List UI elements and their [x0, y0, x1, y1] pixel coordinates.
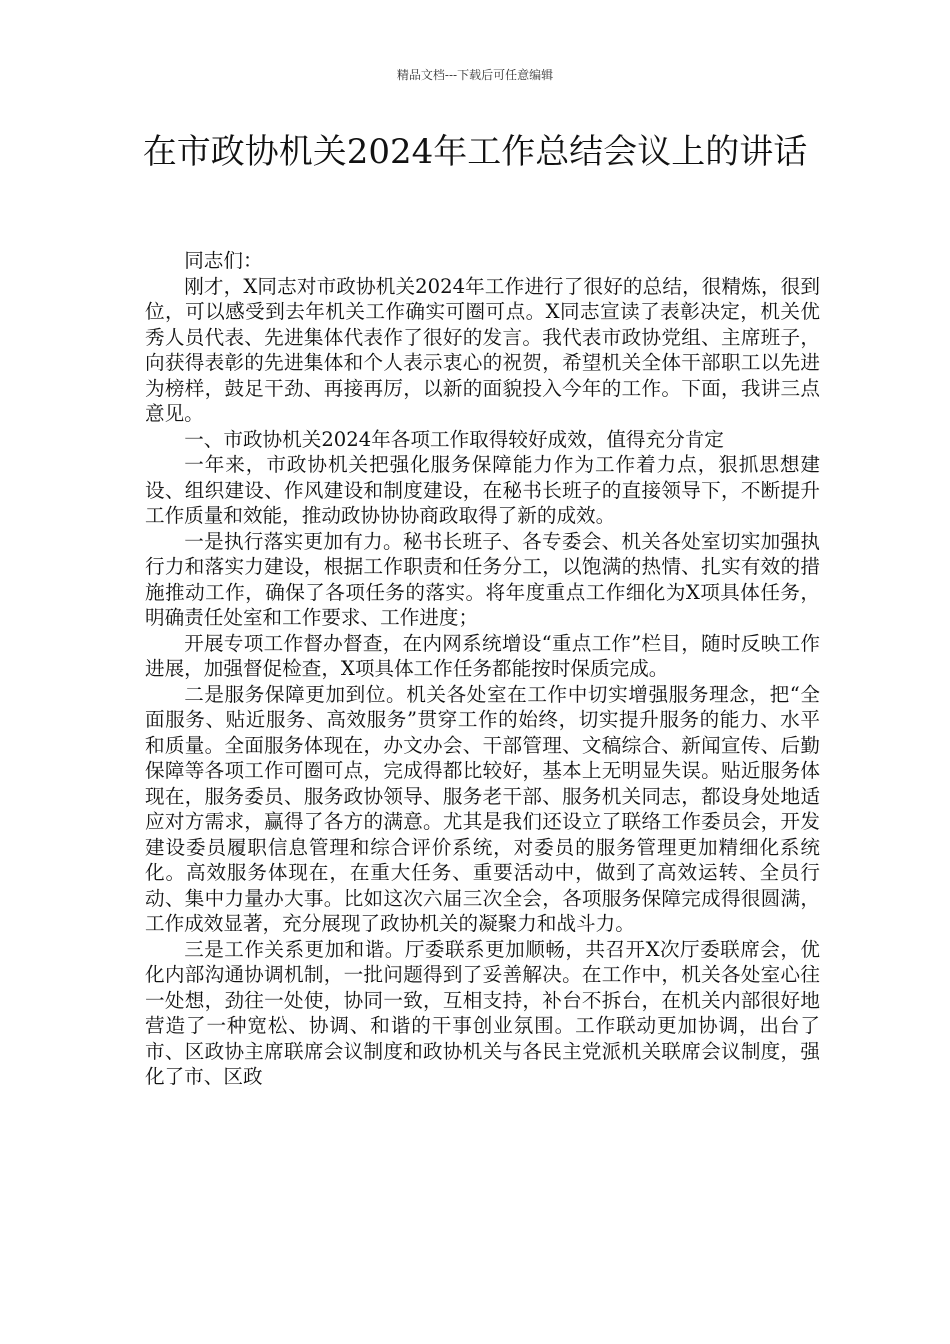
section-heading-1: 一、市政协机关2024年各项工作取得较好成效，值得充分肯定 [184, 427, 724, 451]
paragraph-point-3: 三是工作关系更加和谐。厅委联系更加顺畅，共召开X次厅委联席会，优化内部沟通协调机制，一批问题得到了妥善解决。在工作中，机关各处室心往一处想，劲往一处使，协同一致，互相支持，补台不拆台，在机关内部很好地营造了一种宽松、协调、和谐的干事创业氛围。工作联动更加协调，出台了市、区政协主席联席会议制度和政协机关与各民主党派机关联席会议制度，强化了市、区政 [145, 937, 820, 1088]
page-header-note: 精品文档---下载后可任意编辑 [396, 68, 554, 82]
paragraph-opening: 刚才，X同志对市政协机关2024年工作进行了很好的总结，很精炼，很到位，可以感受到去年机关工作确实可圈可点。X同志宣读了表彰决定，机关优秀人员代表、先进集体代表作了很好的发言。我代表市政协党组、主席班子，向获得表彰的先进集体和个人表示衷心的祝贺，希望机关全体干部职工以先进为榜样，鼓足干劲、再接再厉，以新的面貌投入今年的工作。下面，我讲三点意见。 [145, 274, 820, 425]
document-body [145, 248, 820, 1090]
paragraph-point-2: 二是服务保障更加到位。机关各处室在工作中切实增强服务理念，把“全面服务、贴近服务、高效服务”贯穿工作的始终，切实提升服务的能力、水平和质量。全面服务体现在，办文办会、干部管理、文稿综合、新闻宣传、后勤保障等各项工作可圈可点，完成得都比较好，基本上无明显失误。贴近服务体现在，服务委员、服务政协领导、服务老干部、服务机关同志，都设身处地适应对方需求，赢得了各方的满意。尤其是我们还设立了联络工作委员会，开发建设委员履职信息管理和综合评价系统，对委员的服务管理更加精细化系统化。高效服务体现在，在重大任务、重要活动中，做到了高效运转、全员行动、集中力量办大事。比如这次六届三次全会，各项服务保障完成得很圆满，工作成效显著，充分展现了政协机关的凝聚力和战斗力。 [145, 682, 820, 935]
paragraph-point-1-cont: 开展专项工作督办督查，在内网系统增设“重点工作”栏目，随时反映工作进展，加强督促检查，X项具体工作任务都能按时保质完成。 [145, 631, 820, 680]
paragraph-overview: 一年来，市政协机关把强化服务保障能力作为工作着力点，狠抓思想建设、组织建设、作风建设和制度建设，在秘书长班子的直接领导下，不断提升工作质量和效能，推动政协协协商政取得了新的成效。 [145, 453, 820, 527]
paragraph-point-1: 一是执行落实更加有力。秘书长班子、各专委会、机关各处室切实加强执行力和落实力建设，根据工作职责和任务分工，以饱满的热情、扎实有效的措施推动工作，确保了各项任务的落实。将年度重点工作细化为X项具体任务，明确责任处室和工作要求、工作进度； [145, 529, 820, 629]
salutation: 同志们： [184, 249, 263, 272]
document-title: 在市政协机关2024年工作总结会议上的讲话 [142, 132, 808, 172]
